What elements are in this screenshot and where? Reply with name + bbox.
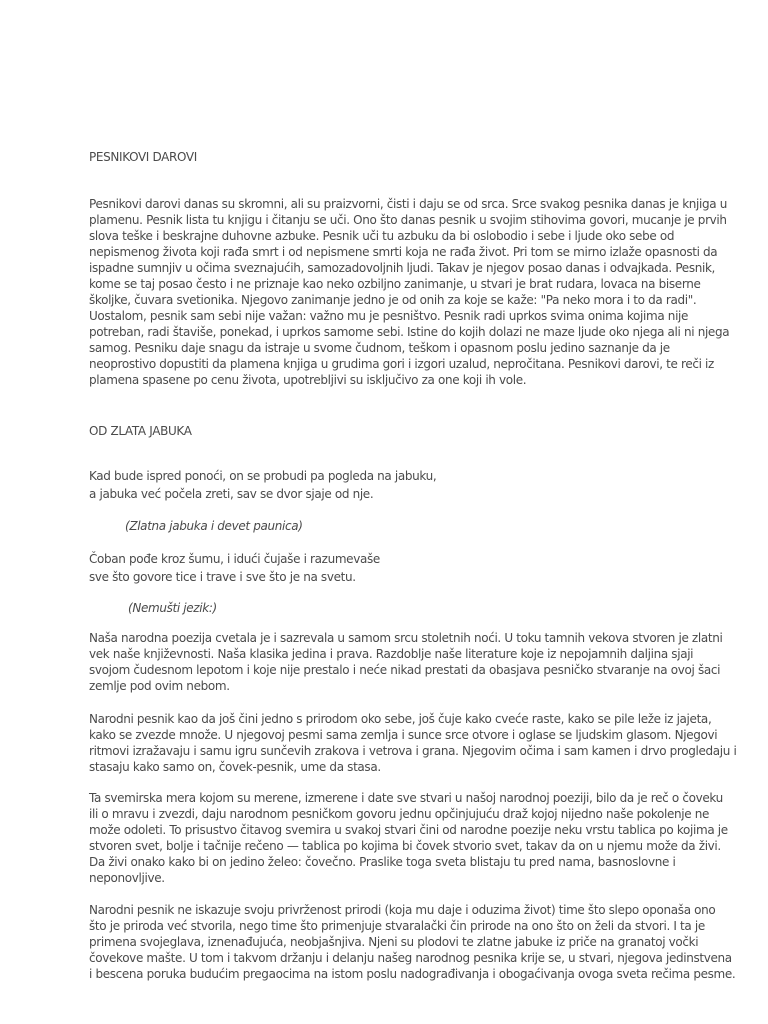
verse-line: sve što govore tice i trave i sve što je na svetu.	[89, 570, 356, 584]
text-line: zemlje pod ovim nebom.	[89, 679, 230, 693]
text-line: plamenu. Pesnik lista tu knjigu i čitanju se uči. Ono što danas pesnik u svojim stihovima govori, mucanje je prvih	[89, 213, 727, 227]
verse-quote-2	[89, 550, 380, 586]
text-line: neponovljive.	[89, 871, 165, 885]
section-title-od-zlata-jabuka: OD ZLATA JABUKA	[89, 424, 192, 438]
text-line: samog. Pesniku daje snagu da istraje u svome čudnom, teškom i opasnom poslu jedino saznanje da je	[89, 341, 670, 355]
text-line: Narodni pesnik kao da još čini jedno s prirodom oko sebe, još čuje kako cveće raste, kako se pile leže iz jajeta,	[89, 712, 712, 726]
text-line: slova teške i beskrajne duhovne azbuke. Pesnik uči tu azbuku da bi oslobodio i sebe i ljude oko sebe od	[89, 229, 675, 243]
text-line: može odoleti. To prisustvo čitavog svemira u svakoj stvari čini od narodne poezije neku vrstu tablica po kojima je	[89, 823, 728, 837]
text-line: primena svojeglava, iznenađujuća, neobjašnjiva. Njeni su plodovi te zlatne jabuke iz priče na granatoj vočki	[89, 935, 699, 949]
verse-line: a jabuka već počela zreti, sav se dvor sjaje od nje.	[89, 487, 374, 501]
paragraph-3	[89, 790, 728, 886]
text-line: plamena spasene po cenu života, upotrebljivi su isključivo za one koji ih vole.	[89, 373, 527, 387]
text-line: potreban, radi štaviše, ponekad, i uprkos samome sebi. Istine do kojih dolazi ne maze ljude oko njega ali ni njega	[89, 325, 730, 339]
verse-source-caption-1: (Zlatna jabuka i devet paunica)	[125, 519, 303, 533]
section-title-pesnikovi-darovi: PESNIKOVI DAROVI	[89, 150, 197, 164]
text-line: stasaju kako samo on, čovek-pesnik, ume da stasa.	[89, 760, 381, 774]
text-line: Uostalom, pesnik sam sebi nije važan: važno mu je pesništvo. Pesnik radi uprkos svima onima kojima nije	[89, 309, 689, 323]
text-line: nepismenog života koji rađa smrt i od nepismene smrti koja ne rađa život. Pri tom se mirno izlaže opasnosti da	[89, 245, 718, 259]
text-line: čovekove mašte. U tom i takvom držanju i delanju našeg narodnog pesnika krije se, u stvari, njegova jedinstvena	[89, 951, 732, 965]
paragraph-2	[89, 711, 737, 775]
text-line: ritmovi izražavaju i samu igru sunčevih zrakova i vetrova i grana. Njegovim očima i sam kamen i drvo progledaju i	[89, 744, 737, 758]
text-line: školjke, čuvara svetionika. Njegovo zanimanje jedno je od onih za koje se kaže: "Pa neko mora i to da radi".	[89, 293, 697, 307]
text-line: i bescena poruka budućim pregaocima na istom poslu nadograđivanja i obogaćivanja ovoga sveta rečima pesme.	[89, 967, 736, 981]
text-line: vek naše književnosti. Naša klasika jedina i prava. Razdoblje naše literature koje iz nepojamnih daljina sjaji	[89, 647, 694, 661]
text-line: što je priroda već stvorila, nego time što primenjuje stvaralački čin prirode na ono što on želi da stvori. I ta je	[89, 919, 705, 933]
text-line: ili o mravu i zvezdi, daju narodnom pesničkom govoru jednu opčinjujuću draž kojoj nijedno naše pokolenje ne	[89, 807, 710, 821]
verse-quote-1	[89, 467, 436, 503]
text-line: ispadne sumnjiv u očima sveznajućih, samozadovoljnih ljudi. Takav je njegov posao danas i odvajkada. Pesnik,	[89, 261, 716, 275]
text-line: Pesnikovi darovi danas su skromni, ali su praizvorni, čisti i daju se od srca. Srce svakog pesnika danas je knjiga u	[89, 197, 728, 211]
text-line: stvoren svet, bolje i tačnije rečeno — tablica po kojima bi čovek stvorio svet, takav da on u njemu može da živi.	[89, 839, 721, 853]
paragraph-1	[89, 630, 723, 694]
text-line: kako se zvezde množe. U njegovoj pesmi sama zemlja i sunce srce otvore i oglase se ljudskim glasom. Njegovi	[89, 728, 718, 742]
text-line: kome se taj posao često i ne priznaje kao neko ozbiljno zanimanje, u stvari je brat rudara, lovaca na biserne	[89, 277, 701, 291]
verse-source-caption-2: (Nemušti jezik:)	[128, 601, 217, 615]
text-line: Narodni pesnik ne iskazuje svoju privrženost prirodi (koja mu daje i oduzima život) time što slepo oponaša ono	[89, 903, 716, 917]
text-line: Naša narodna poezija cvetala je i sazrevala u samom srcu stoletnih noći. U toku tamnih vekova stvoren je zlatni	[89, 631, 723, 645]
text-line: neoprostivo dopustiti da plamena knjiga u grudima gori i izgori uzalud, nepročitana. Pesnikovi darovi, te reči iz	[89, 357, 714, 371]
verse-line: Čoban pođe kroz šumu, i idući čujaše i razumevaše	[89, 552, 380, 566]
verse-line: Kad bude ispred ponoći, on se probudi pa pogleda na jabuku,	[89, 469, 437, 483]
paragraph-4	[89, 902, 736, 982]
text-line: svojom čudesnom lepotom i koje nije prestalo i neće nikad prestati da obasjava pesničko stvaranje na ovoj šaci	[89, 663, 721, 677]
text-line: Ta svemirska mera kojom su merene, izmerene i date sve stvari u našoj narodnoj poeziji, bilo da je reč o čoveku	[89, 791, 723, 805]
paragraph-pesnikovi-darovi	[89, 196, 730, 388]
text-line: Da živi onako kako bi on jedino želeo: čovečno. Praslike toga sveta blistaju tu pred nama, basnoslovne i	[89, 855, 676, 869]
